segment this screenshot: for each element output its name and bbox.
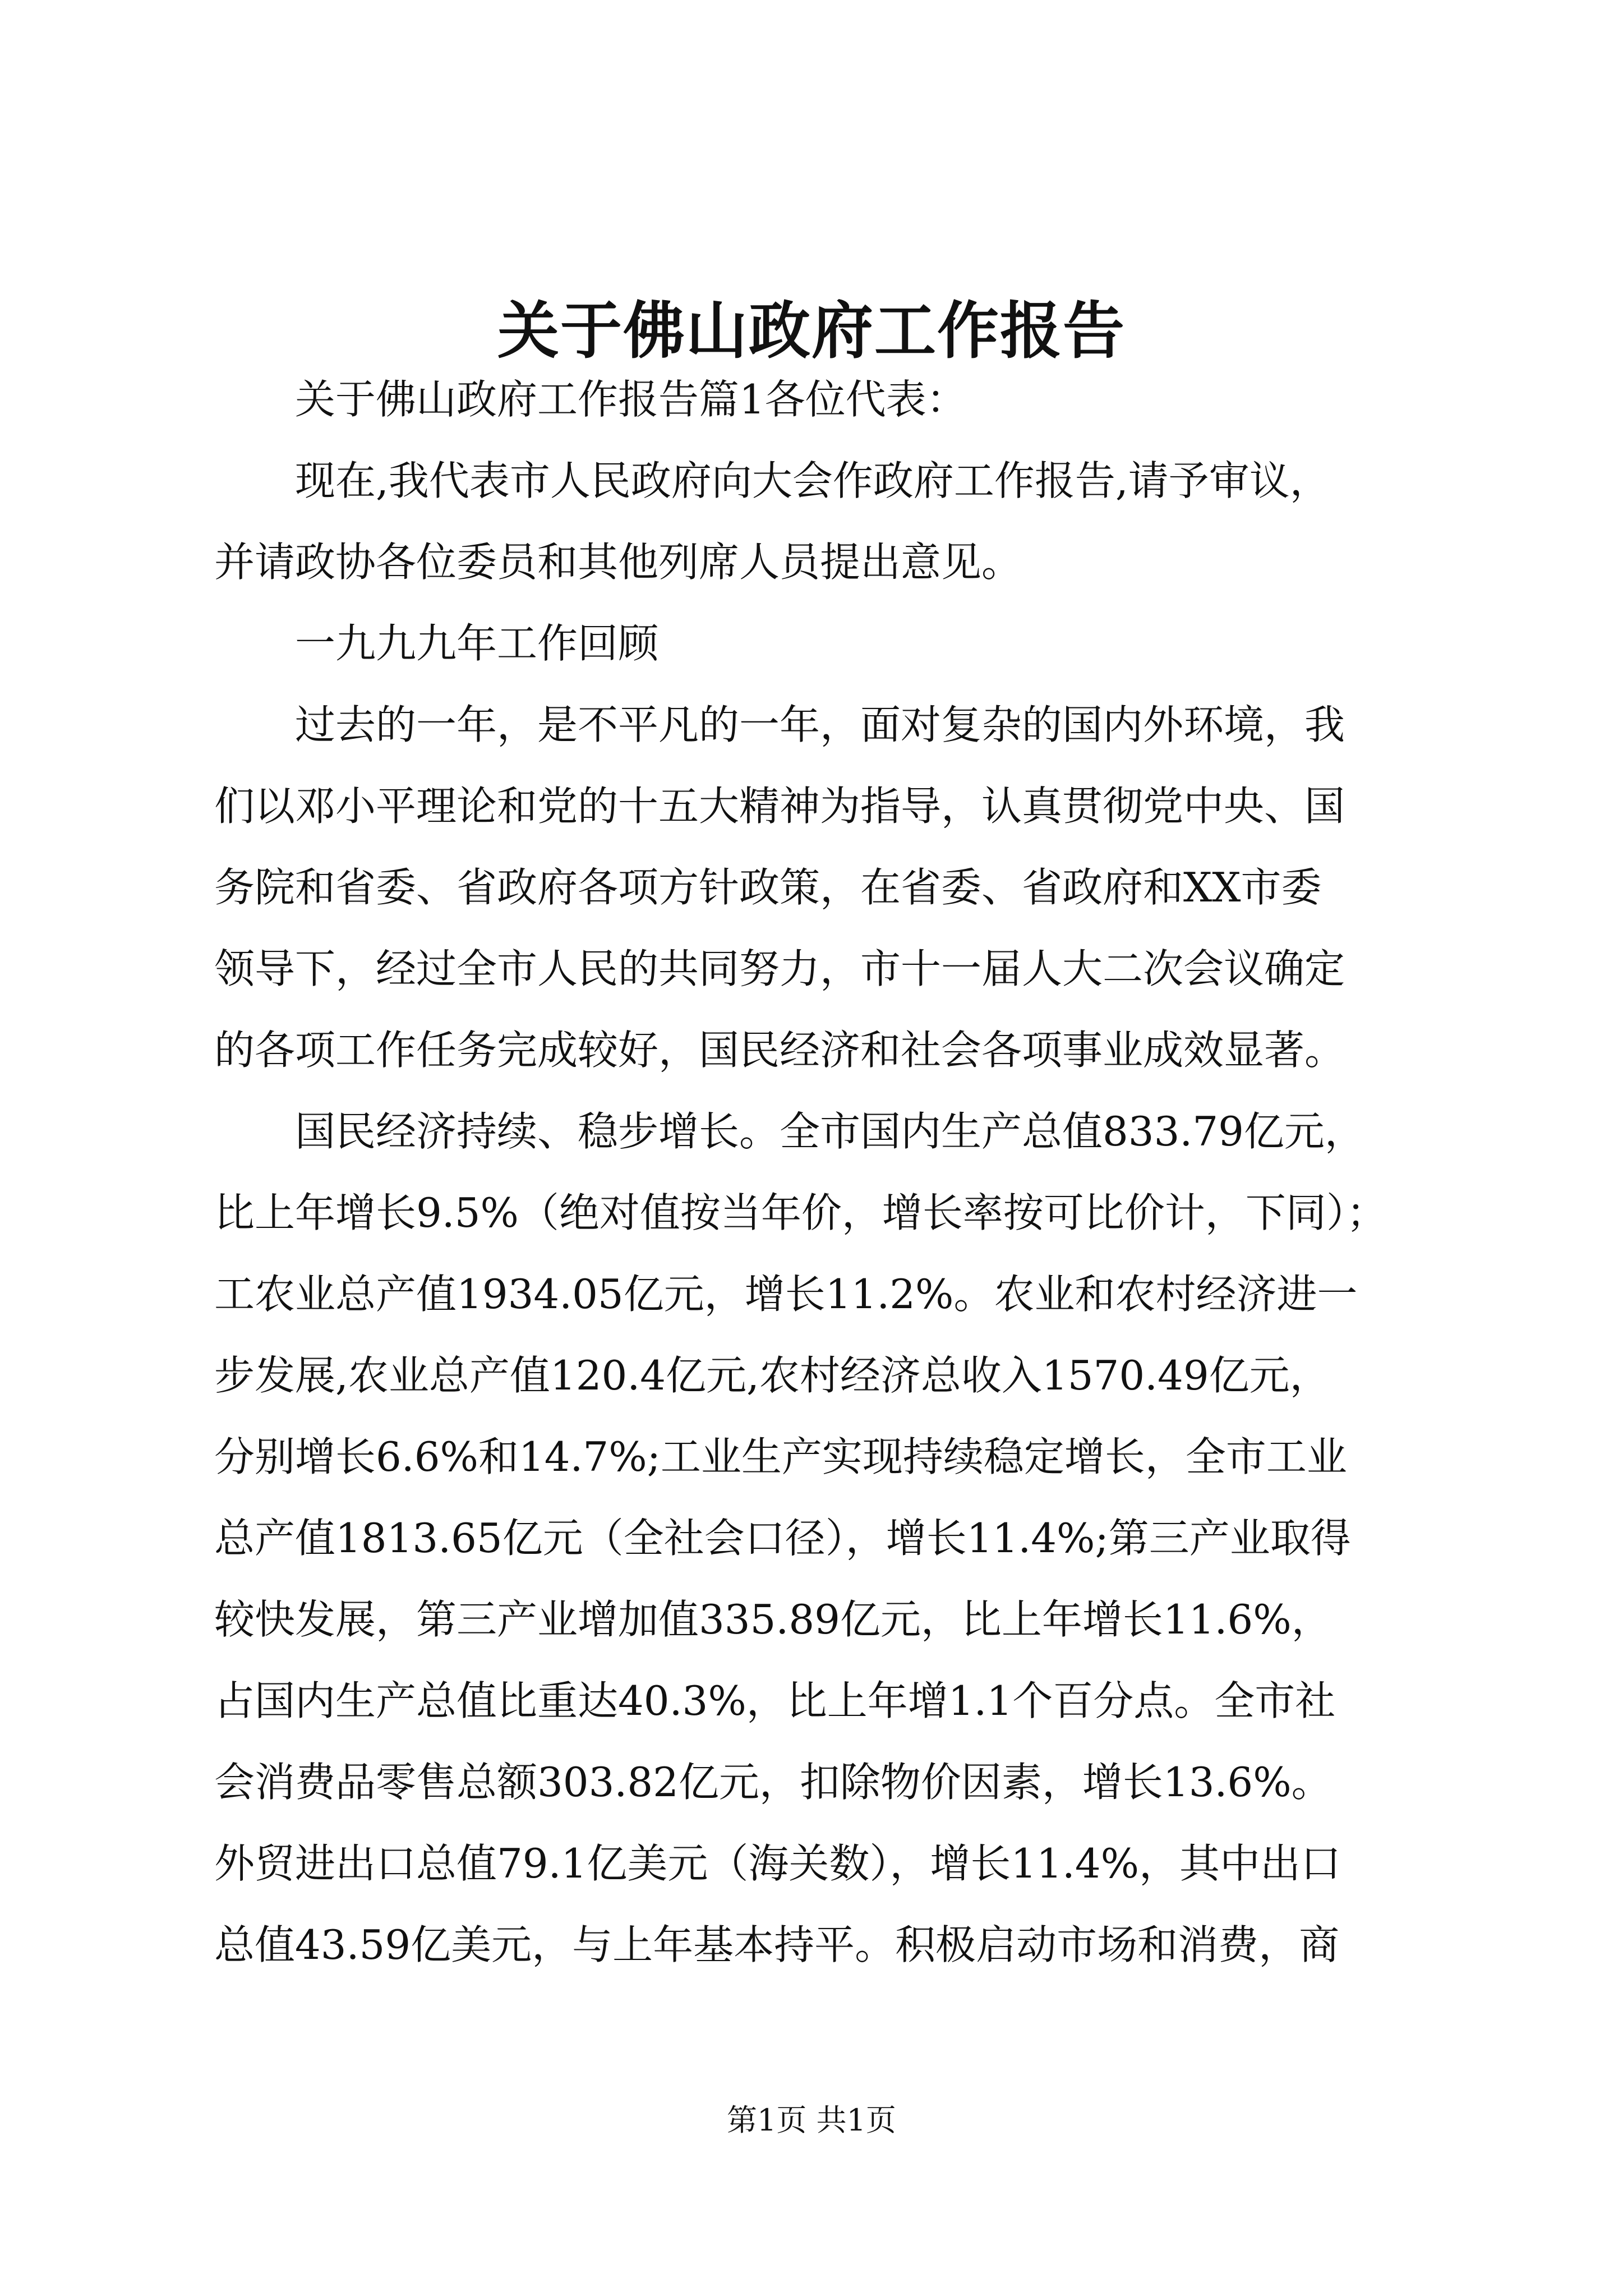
text-line: 们以邓小平理论和党的十五大精神为指导，认真贯彻党中央、国	[214, 783, 1345, 830]
text-line: 步发展,农业总产值120.4亿元,农村经济总收入1570.49亿元，	[214, 1352, 1330, 1399]
section-heading	[214, 603, 1426, 684]
text-line: 占国内生产总值比重达40.3%，比上年增1.1个百分点。全市社	[214, 1677, 1336, 1724]
paragraph-intro	[214, 440, 1426, 603]
paragraph-review	[214, 684, 1426, 1091]
text-line: 总值43.59亿美元，与上年基本持平。积极启动市场和消费，商	[214, 1921, 1340, 1968]
text-line: 国民经济持续、稳步增长。全市国内生产总值833.79亿元，	[295, 1108, 1365, 1155]
text-line: 一九九九年工作回顾	[295, 620, 659, 667]
text-line: 工农业总产值1934.05亿元，增长11.2%。农业和农村经济进一	[214, 1271, 1358, 1318]
text-line: 过去的一年，是不平凡的一年，面对复杂的国内外环境，我	[295, 701, 1345, 748]
text-line: 比上年增长9.5%（绝对值按当年价，增长率按可比价计，下同）；	[214, 1189, 1387, 1236]
text-line: 外贸进出口总值79.1亿美元（海关数），增长11.4%，其中出口	[214, 1840, 1341, 1887]
paragraph-greeting	[214, 359, 1426, 440]
text-line: 领导下，经过全市人民的共同努力，市十一届人大二次会议确定	[214, 945, 1345, 992]
text-line: 的各项工作任务完成较好，国民经济和社会各项事业成效显著。	[214, 1027, 1345, 1074]
page-footer: 第1页 共1页	[727, 2102, 896, 2138]
text-line: 总产值1813.65亿元（全社会口径），增长11.4%;第三产业取得	[214, 1515, 1351, 1562]
text-line: 会消费品零售总额303.82亿元，扣除物价因素，增长13.6%。	[214, 1759, 1332, 1806]
text-line: 关于佛山政府工作报告篇1各位代表：	[295, 376, 967, 423]
document-title: 关于佛山政府工作报告	[497, 295, 1126, 367]
document-body	[214, 359, 1426, 1986]
text-line: 较快发展，第三产业增加值335.89亿元，比上年增长11.6%，	[214, 1596, 1332, 1643]
text-line: 并请政协各位委员和其他列席人员提出意见。	[214, 539, 1022, 586]
text-line: 务院和省委、省政府各项方针政策，在省委、省政府和XX市委	[214, 864, 1322, 911]
paragraph-economy	[214, 1091, 1426, 1986]
text-line: 分别增长6.6%和14.7%;工业生产实现持续稳定增长，全市工业	[214, 1433, 1347, 1480]
text-line: 现在,我代表市人民政府向大会作政府工作报告,请予审议，	[295, 457, 1330, 504]
